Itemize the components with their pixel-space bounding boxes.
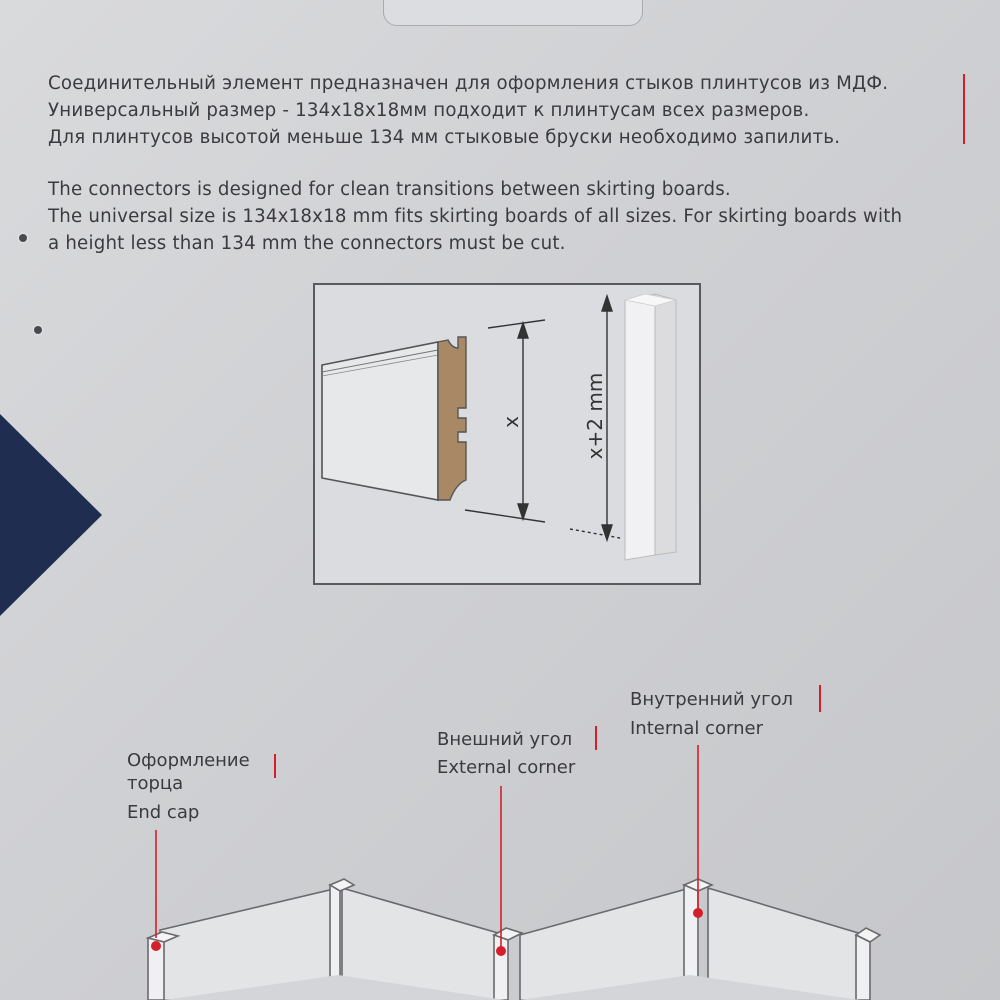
internal-corner-label-ru: Внутренний угол	[630, 689, 794, 710]
external-corner-label-en: External corner	[437, 757, 576, 778]
connector-block-illustration	[625, 294, 676, 560]
internal-corner-label-en: Internal corner	[630, 718, 763, 739]
end-cap-label-ru-2: торца	[127, 773, 184, 794]
end-cap-label-en: End cap	[127, 802, 200, 823]
en-line-3: a height less than 134 mm the connectors must be cut.	[48, 233, 566, 254]
en-line-1: The connectors is designed for clean transitions between skirting boards.	[48, 179, 731, 200]
skirting-board-illustration	[322, 337, 466, 500]
en-line-2: The universal size is 134x18x18 mm fits skirting boards of all sizes. For skirting boards with	[48, 206, 903, 227]
installation-illustration	[148, 879, 880, 1000]
end-cap-label-ru-1: Оформление	[127, 750, 250, 771]
ru-line-2: Универсальный размер - 134x18x18мм подходит к плинтусам всех размеров.	[48, 100, 810, 121]
dim-x2-label: x+2 mm	[583, 372, 607, 460]
external-corner-label-ru: Внешний угол	[437, 729, 573, 750]
dim-x-label: x	[499, 416, 523, 428]
ru-line-1: Соединительный элемент предназначен для оформления стыков плинтусов из МДФ.	[48, 73, 889, 94]
ru-line-3: Для плинтусов высотой меньше 134 мм стыковые бруски необходимо запилить.	[48, 127, 841, 148]
